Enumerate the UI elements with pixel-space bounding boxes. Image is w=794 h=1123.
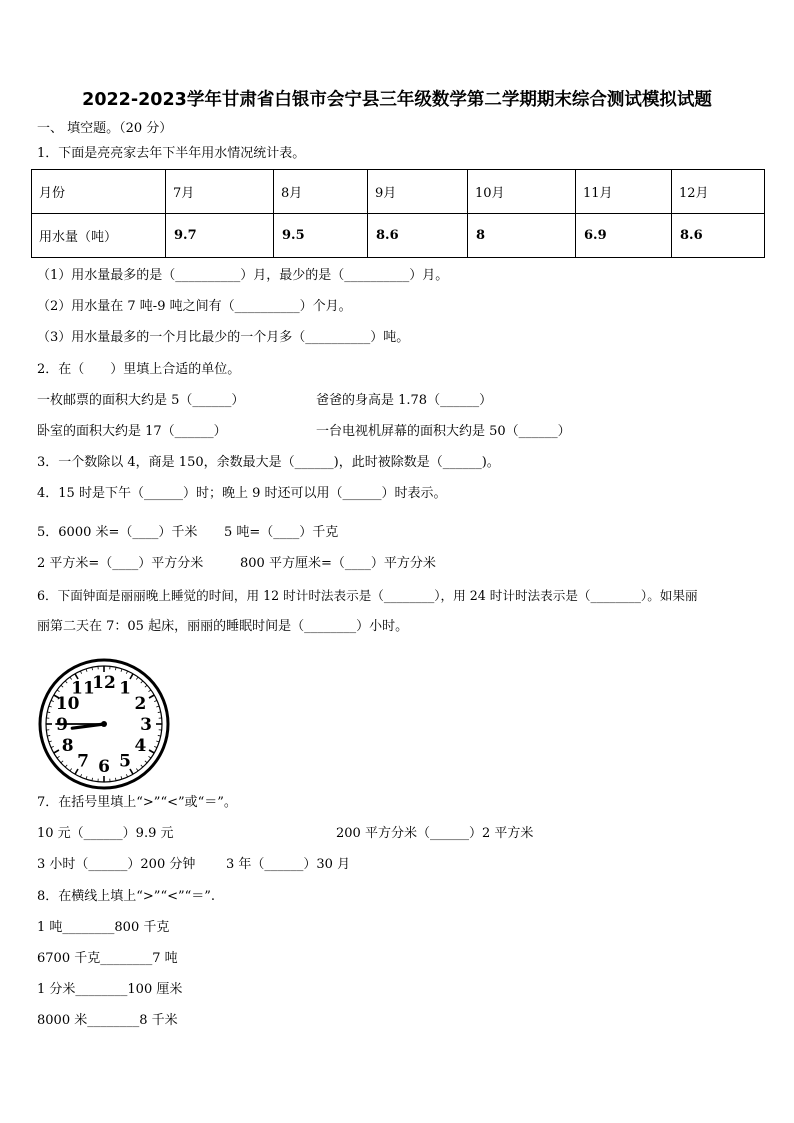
question-8-stem: 8．在横线上填上“>”“<”“＝”. (37, 889, 216, 904)
question-1-part-3: （3）用水量最多的一个月比最少的一个月多（__________）吨。 (37, 330, 410, 345)
question-8-item-c: 1 分米________100 厘米 (37, 982, 183, 997)
question-6-line-1: 6．下面钟面是丽丽晚上睡觉的时间，用 12 时计时法表示是（________），用 24 时计时法表示是（________）。如果丽 (37, 588, 698, 603)
question-7-item-d: 3 年（______）30 月 (226, 857, 351, 872)
question-7-item-a: 10 元（______）9.9 元 (37, 826, 174, 841)
question-1-part-2: （2）用水量在 7 吨-9 吨之间有（__________）个月。 (37, 299, 352, 314)
table-cell: 8.6 (672, 214, 765, 258)
question-2-item-c: 卧室的面积大约是 17（______） (37, 424, 227, 439)
clock-number: 3 (140, 715, 152, 735)
question-6-line-2: 丽第二天在 7：05 起床，丽丽的睡眠时间是（________）小时。 (37, 619, 409, 634)
table-cell: 8月 (274, 170, 368, 214)
question-4: 4．15 时是下午（______）时；晚上 9 时还可以用（______）时表示。 (37, 486, 447, 501)
question-2-stem: 2．在（ ）里填上合适的单位。 (37, 362, 241, 377)
question-5-item-c: 2 平方米=（____）平方分米 (37, 556, 204, 571)
table-cell: 10月 (468, 170, 576, 214)
question-7-item-c: 3 小时（______）200 分钟 (37, 857, 196, 872)
table-cell: 9月 (368, 170, 468, 214)
table-cell: 7月 (166, 170, 274, 214)
question-8-item-d: 8000 米________8 千米 (37, 1013, 178, 1028)
question-1-stem: 1．下面是亮亮家去年下半年用水情况统计表。 (37, 146, 306, 161)
clock-number: 12 (92, 673, 116, 693)
question-3: 3．一个数除以 4，商是 150，余数最大是（______)，此时被除数是（______)。 (37, 455, 500, 470)
clock-center-pin (101, 721, 107, 727)
clock-number: 6 (98, 757, 110, 777)
table-cell: 9.7 (166, 214, 274, 258)
question-8-item-a: 1 吨________800 千克 (37, 920, 170, 935)
question-7-stem: 7．在括号里填上“>”“<”或“＝”。 (37, 795, 237, 810)
table-row (32, 214, 765, 258)
table-cell: 11月 (576, 170, 672, 214)
clock-number: 1 (119, 678, 131, 699)
question-5-item-d: 800 平方厘米=（____）平方分米 (240, 556, 436, 571)
clock-number: 5 (119, 751, 131, 772)
question-1-part-1: （1）用水量最多的是（__________）月，最少的是（__________）月。 (37, 268, 449, 283)
page-title: 2022-2023学年甘肃省白银市会宁县三年级数学第二学期期末综合测试模拟试题 (82, 90, 712, 110)
question-5-item-b: 5 吨=（____）千克 (224, 525, 339, 540)
section-heading-fill-blank: 一、 填空题。（20 分） (37, 121, 173, 136)
question-8-item-b: 6700 千克________7 吨 (37, 951, 178, 966)
clock-number: 7 (77, 751, 89, 772)
clock-number: 4 (134, 736, 147, 756)
clock-face (37, 657, 171, 791)
question-2-item-b: 爸爸的身高是 1.78（______） (316, 393, 493, 408)
table-cell: 12月 (672, 170, 765, 214)
clock-number: 2 (134, 694, 147, 714)
table-cell: 月份 (32, 170, 166, 214)
table-cell: 9.5 (274, 214, 368, 258)
table-header-row (32, 170, 765, 214)
table-cell: 用水量（吨） (32, 214, 166, 258)
question-2-item-d: 一台电视机屏幕的面积大约是 50（______） (316, 424, 571, 439)
question-7-item-b: 200 平方分米（______）2 平方米 (336, 826, 534, 841)
table-cell: 6.9 (576, 214, 672, 258)
question-2-item-a: 一枚邮票的面积大约是 5（______） (37, 393, 245, 408)
clock-number: 10 (55, 694, 80, 714)
clock-number: 9 (56, 715, 68, 735)
water-usage-table (31, 169, 765, 258)
question-5-item-a: 5．6000 米=（____）千米 (37, 525, 198, 540)
clock-number: 11 (71, 678, 95, 699)
table-cell: 8.6 (368, 214, 468, 258)
table-cell: 8 (468, 214, 576, 258)
clock-number: 8 (61, 736, 74, 756)
